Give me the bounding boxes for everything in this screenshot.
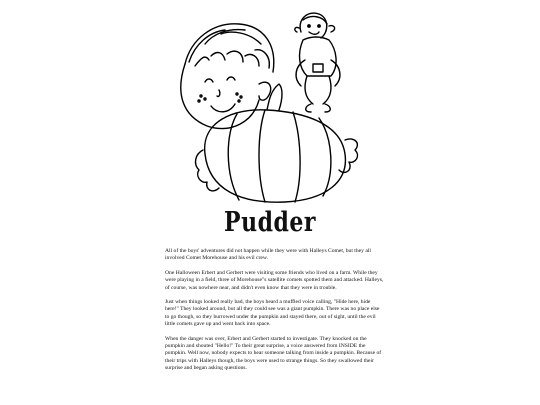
story-paragraph-2: One Halloween Erbert and Gerbert were visiting some friends who lived on a farm. While they were playing in a field, three of Morehouse"s satellite comets spotted them and attacked. Halleys, of course, was nowhere near, and didn't even know that they were in trouble. <box>165 269 384 291</box>
elf <box>295 13 340 112</box>
page-title: Pudder <box>224 206 316 239</box>
boy-hands <box>196 139 358 191</box>
illustration-boy-pumpkin-elf <box>155 4 385 209</box>
story-paragraph-3: Just when things looked really bad, the boys heard a muffled voice calling, "Hide here, hide here!" They looked around, but all they could see was a giant pumpkin. There was no place else to go though, so they burrowed under the pumpkin and stayed there, out of sight, until the evil little comets gave up and went back into space. <box>165 299 380 328</box>
story-paragraph-1: All of the boys' adventures did not happen while they were with Halleys Comet, but they all involved Comet Morehouse and his evil crew. <box>165 248 371 262</box>
boy-head <box>181 24 274 129</box>
story-paragraph-4: When the danger was over, Erbert and Gerbert started to investigate. They knocked on the pumpkin and shouted "Hello!" To their great surprise, a voice answered from INSIDE the pumpkin. Well now, nobody expects to hear someone talking from inside a pumpkin. Because of their trips with Halleys though, the boys were used to strange things. So they swallowed their surprise and began asking questions. <box>165 335 382 372</box>
pumpkin <box>205 84 346 202</box>
story-text <box>165 248 385 380</box>
